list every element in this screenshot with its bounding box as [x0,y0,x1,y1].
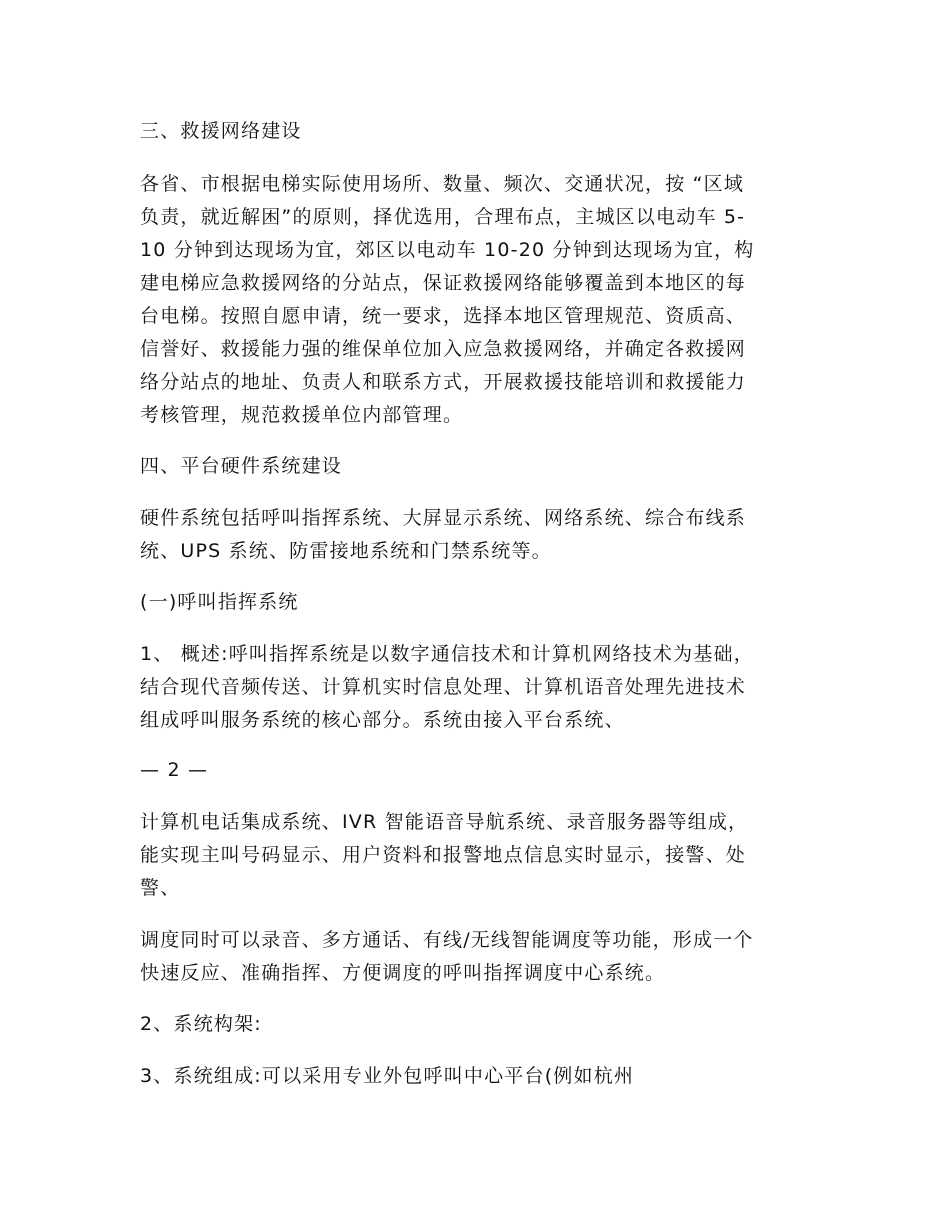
text-line: 负责，就近解困”的原则，择优选用，合理布点，主城区以电动车 5- [140,206,746,228]
text-line: 计算机电话集成系统、IVR 智能语音导航系统、录音服务器等组成， [140,811,749,833]
text-line: 结合现代音频传送、计算机实时信息处理、计算机语音处理先进技术 [140,676,747,698]
text-line: 组成呼叫服务系统的核心部分。系统由接入平台系统、 [140,709,625,731]
text-line: 考核管理，规范救援单位内部管理。 [140,404,464,426]
text-line: 硬件系统包括呼叫指挥系统、大屏显示系统、网络系统、综合布线系 [140,507,747,529]
paragraph-hardware [140,502,810,568]
text-line: 建电梯应急救援网络的分站点，保证救援网络能够覆盖到本地区的每 [140,272,747,294]
text-line: 台电梯。按照自愿申请，统一要求，选择本地区管理规范、资质高、 [140,305,747,327]
text-line: 能实现主叫号码显示、用户资料和报警地点信息实时显示，接警、处 [140,844,747,866]
list-item-system-architecture [140,1008,810,1041]
text-line: 10 分钟到达现场为宜，郊区以电动车 10-20 分钟到达现场为宜，构 [140,239,755,261]
text-line: 1、 概述:呼叫指挥系统是以数字通信技术和计算机网络技术为基础， [140,643,754,665]
text-line: (一)呼叫指挥系统 [140,591,299,613]
section-heading-hardware [140,450,810,483]
subheading-call-command-system [140,586,810,619]
text-line: — 2 — [140,759,209,781]
paragraph-rescue-network [140,168,810,432]
paragraph-overview [140,638,810,737]
page-number [140,754,810,787]
text-line: 警、 [140,877,181,899]
text-line: 快速反应、准确指挥、方便调度的呼叫指挥调度中心系统。 [140,962,666,984]
section-heading-rescue-network [140,115,810,148]
text-line: 四、平台硬件系统建设 [140,455,343,477]
text-line: 2、系统构架: [140,1013,262,1035]
text-line: 络分站点的地址、负责人和联系方式，开展救援技能培训和救援能力 [140,371,747,393]
text-line: 三、救援网络建设 [140,120,302,142]
text-line: 调度同时可以录音、多方通话、有线/无线智能调度等功能，形成一个 [140,929,754,951]
list-item-system-composition [140,1060,810,1093]
paragraph-dispatch [140,924,810,990]
text-line: 3、系统组成:可以采用专业外包呼叫中心平台(例如杭州 [140,1065,635,1087]
text-line: 信誉好、救援能力强的维保单位加入应急救援网络，并确定各救援网 [140,338,747,360]
paragraph-cti [140,806,810,905]
text-line: 统、UPS 系统、防雷接地系统和门禁系统等。 [140,540,552,562]
text-line: 各省、市根据电梯实际使用场所、数量、频次、交通状况，按 “区域 [140,173,745,195]
